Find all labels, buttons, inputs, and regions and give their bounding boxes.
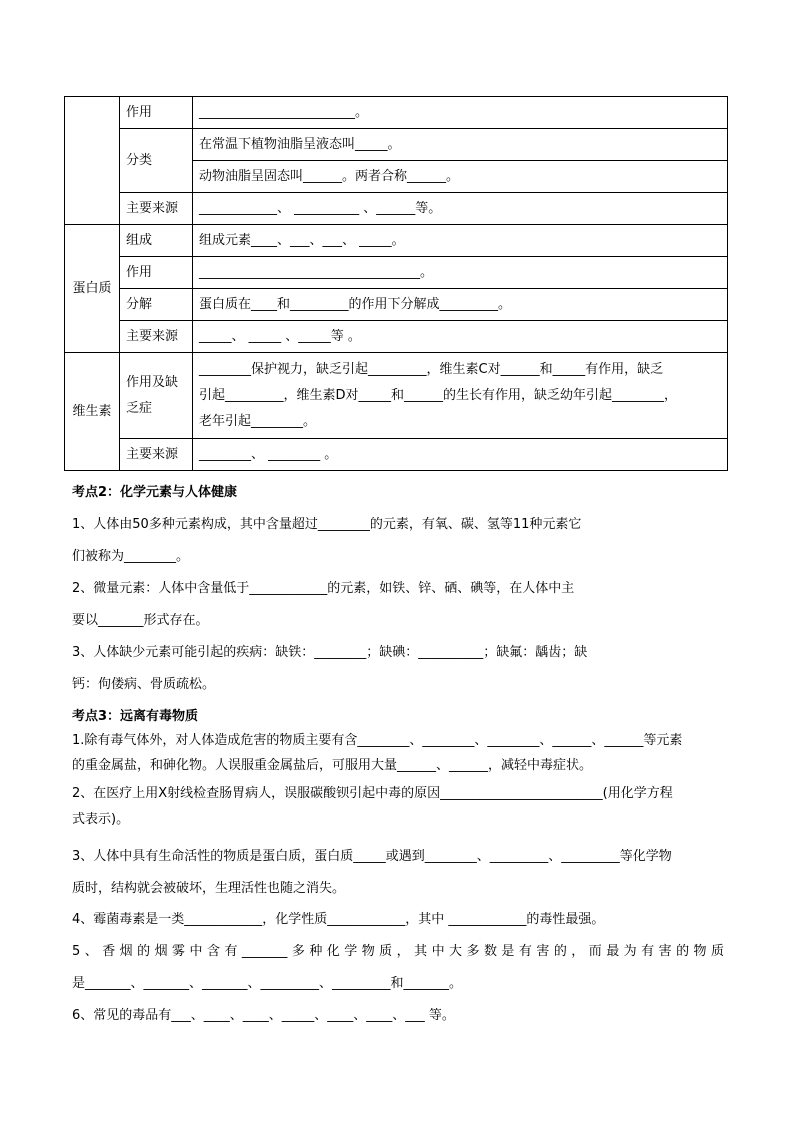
sub-cell: 主要来源 xyxy=(120,193,193,225)
content-cell xyxy=(193,353,728,439)
paragraph: 是_______、_______、_______、_________、_________和_______。 xyxy=(72,976,463,991)
paragraph: 1、人体由50多种元素构成，其中含量超过________的元素，有氧、碳、氢等11种元素它 xyxy=(72,517,582,532)
content-line: 蛋白质在____和_________的作用下分解成_________。 xyxy=(199,296,512,312)
nutrient-table xyxy=(64,96,728,471)
paragraph: 3、人体中具有生命活性的物质是蛋白质，蛋白质_____或遇到________、_________、_________等化学物 xyxy=(72,849,672,864)
content-cell xyxy=(193,193,728,225)
content-cell xyxy=(193,225,728,257)
paragraph: 钙：佝偻病、骨质疏松。 xyxy=(72,677,216,692)
content-line: 在常温下植物油脂呈液态叫_____。 xyxy=(199,136,401,152)
content-cell xyxy=(193,129,728,161)
paragraph: 们被称为________。 xyxy=(72,549,190,564)
content-line: ____________、 __________ 、______等。 xyxy=(199,200,442,216)
paragraph: 式表示)。 xyxy=(72,812,130,827)
paragraph: 要以_______形式存在。 xyxy=(72,613,209,628)
sub-cell: 作用 xyxy=(120,257,193,289)
paragraph: 3、人体缺少元素可能引起的疾病：缺铁：________；缺碘：__________；缺氟：龋齿；缺 xyxy=(72,645,588,660)
content-line: 老年引起________。 xyxy=(199,413,317,429)
paragraph: 6、常见的毒品有___、____、____、_____、____、____、___ 等。 xyxy=(72,1008,455,1023)
category-cell-vitamin: 维生素 xyxy=(65,353,120,471)
sub-cell: 作用 xyxy=(120,97,193,129)
content-line: 引起_________，维生素D对_____和______的生长有作用，缺乏幼年引起________， xyxy=(199,387,678,403)
content-cell xyxy=(193,321,728,353)
content-cell xyxy=(193,97,728,129)
content-line: ________保护视力，缺乏引起_________，维生素C对______和_____有作用，缺乏 xyxy=(199,361,664,377)
category-cell-protein: 蛋白质 xyxy=(65,225,120,353)
sub-cell: 主要来源 xyxy=(120,439,193,471)
content-line: __________________________________。 xyxy=(199,264,434,280)
paragraph: 1.除有毒气体外，对人体造成危害的物质主要有含________、________、________、______、______等元素 xyxy=(72,733,683,748)
sub-cell: 主要来源 xyxy=(120,321,193,353)
paragraph: 4、霉菌毒素是一类____________，化学性质____________，其中 ____________的毒性最强。 xyxy=(72,912,605,927)
sub-cell: 作用及缺乏症 xyxy=(120,353,193,439)
paragraph: 2、在医疗上用X射线检查肠胃病人，误服碳酸钡引起中毒的原因_________________________(用化学方程 xyxy=(72,786,673,801)
content-line: 组成元素____、___、___、 _____。 xyxy=(199,232,405,248)
content-line: _____、 _____ 、_____等 。 xyxy=(199,328,361,344)
paragraph: 2、微量元素：人体中含量低于____________的元素，如铁、锌、硒、碘等，在人体中主 xyxy=(72,581,575,596)
content-cell xyxy=(193,257,728,289)
category-cell-fat xyxy=(65,97,120,225)
sub-cell: 组成 xyxy=(120,225,193,257)
content-cell xyxy=(193,439,728,471)
content-line: 动物油脂呈固态叫______。两者合称______。 xyxy=(199,168,460,184)
section2-title: 考点2：化学元素与人体健康 xyxy=(72,485,238,500)
sub-cell: 分解 xyxy=(120,289,193,321)
content-line: ________、 ________ 。 xyxy=(199,446,338,462)
paragraph: 质时，结构就会被破坏，生理活性也随之消失。 xyxy=(72,881,346,896)
sub-cell: 分类 xyxy=(120,129,193,193)
section3-title: 考点3：远离有毒物质 xyxy=(72,709,199,724)
paragraph: 的重金属盐，和砷化物。人误服重金属盐后，可服用大量______、______，减轻中毒症状。 xyxy=(72,758,593,773)
content-cell xyxy=(193,161,728,193)
paragraph: 5、香烟的烟雾中含有_______多种化学物质，其中大多数是有害的，而最为有害的物质 xyxy=(72,944,724,959)
content-cell xyxy=(193,289,728,321)
content-line: ________________________。 xyxy=(199,104,369,120)
